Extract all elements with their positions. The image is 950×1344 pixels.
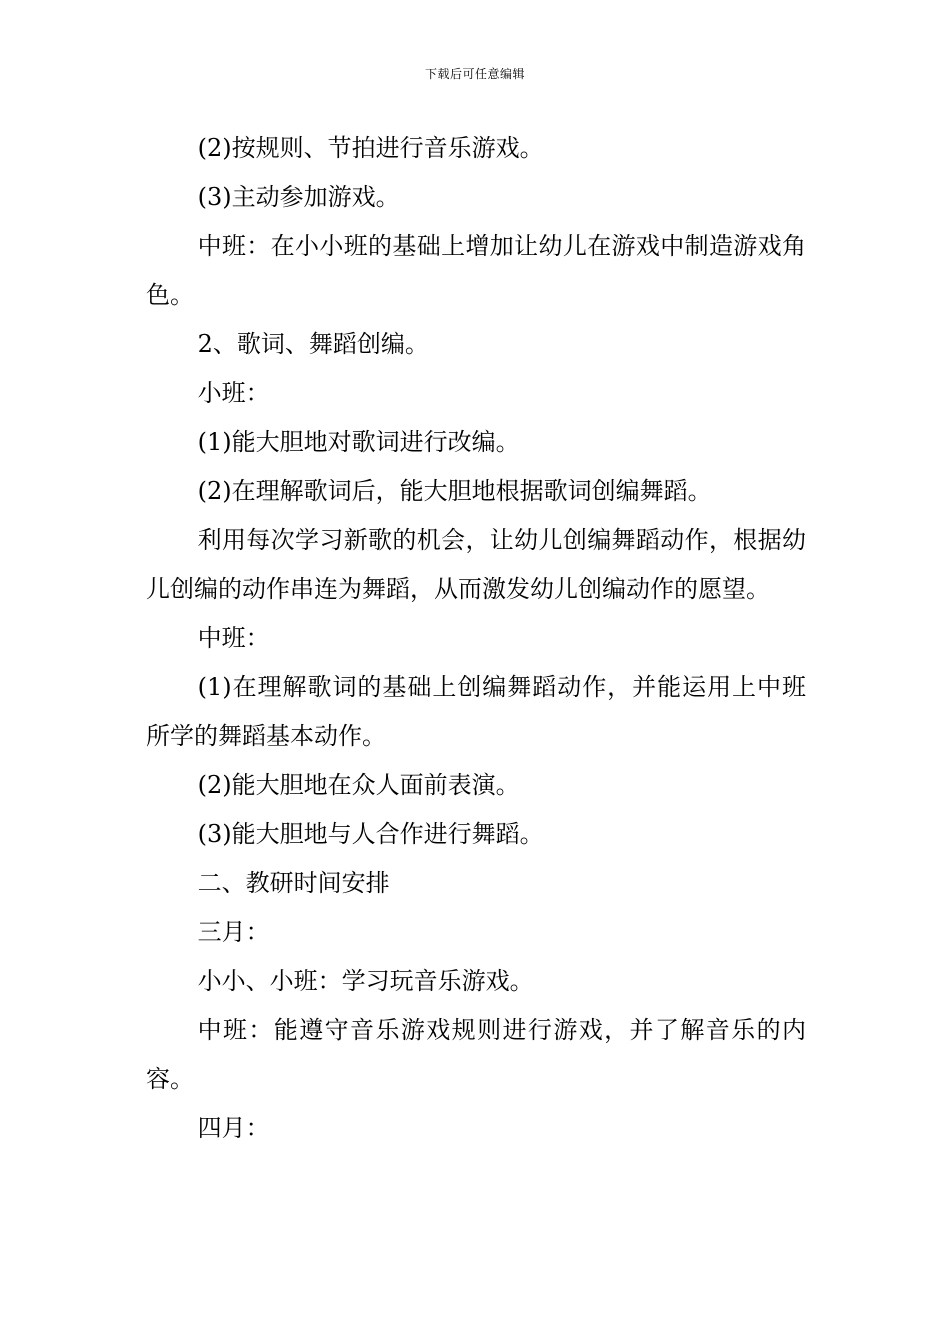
- paragraph-perform-publicly: (2)能大胆地在众人面前表演。: [197, 771, 520, 799]
- subheading-small-class: 小班：: [197, 379, 270, 407]
- paragraph-middle-class-roles: 中班：在小小班的基础上增加让幼儿在游戏中制造游戏角色。: [146, 232, 806, 309]
- paragraph-active-participation: (3)主动参加游戏。: [197, 183, 400, 211]
- section-heading-schedule: 二、教研时间安排: [197, 869, 390, 897]
- paragraph-new-song-opportunity: 利用每次学习新歌的机会，让幼儿创编舞蹈动作，根据幼儿创编的动作串连为舞蹈，从而激发幼儿创编动作的愿望。: [146, 526, 806, 603]
- paragraph-march-small-classes: 小小、小班：学习玩音乐游戏。: [197, 967, 534, 995]
- subheading-april: 四月：: [197, 1114, 270, 1142]
- paragraph-adapt-lyrics: (1)能大胆地对歌词进行改编。: [197, 428, 520, 456]
- paragraph-create-dance: (2)在理解歌词后，能大胆地根据歌词创编舞蹈。: [197, 477, 712, 505]
- paragraph-march-middle-class: 中班：能遵守音乐游戏规则进行游戏，并了解音乐的内容。: [146, 1016, 806, 1093]
- paragraph-choreograph-basics: (1)在理解歌词的基础上创编舞蹈动作，并能运用上中班所学的舞蹈基本动作。: [146, 673, 806, 750]
- paragraph-rule-beat-game: (2)按规则、节拍进行音乐游戏。: [197, 134, 544, 162]
- subheading-middle-class: 中班：: [197, 624, 270, 652]
- document-body: [146, 124, 806, 1153]
- section-heading-lyrics-dance: 2、歌词、舞蹈创编。: [197, 330, 429, 358]
- page-header: 下载后可任意编辑: [424, 67, 525, 81]
- subheading-march: 三月：: [197, 918, 270, 946]
- paragraph-dance-cooperation: (3)能大胆地与人合作进行舞蹈。: [197, 820, 544, 848]
